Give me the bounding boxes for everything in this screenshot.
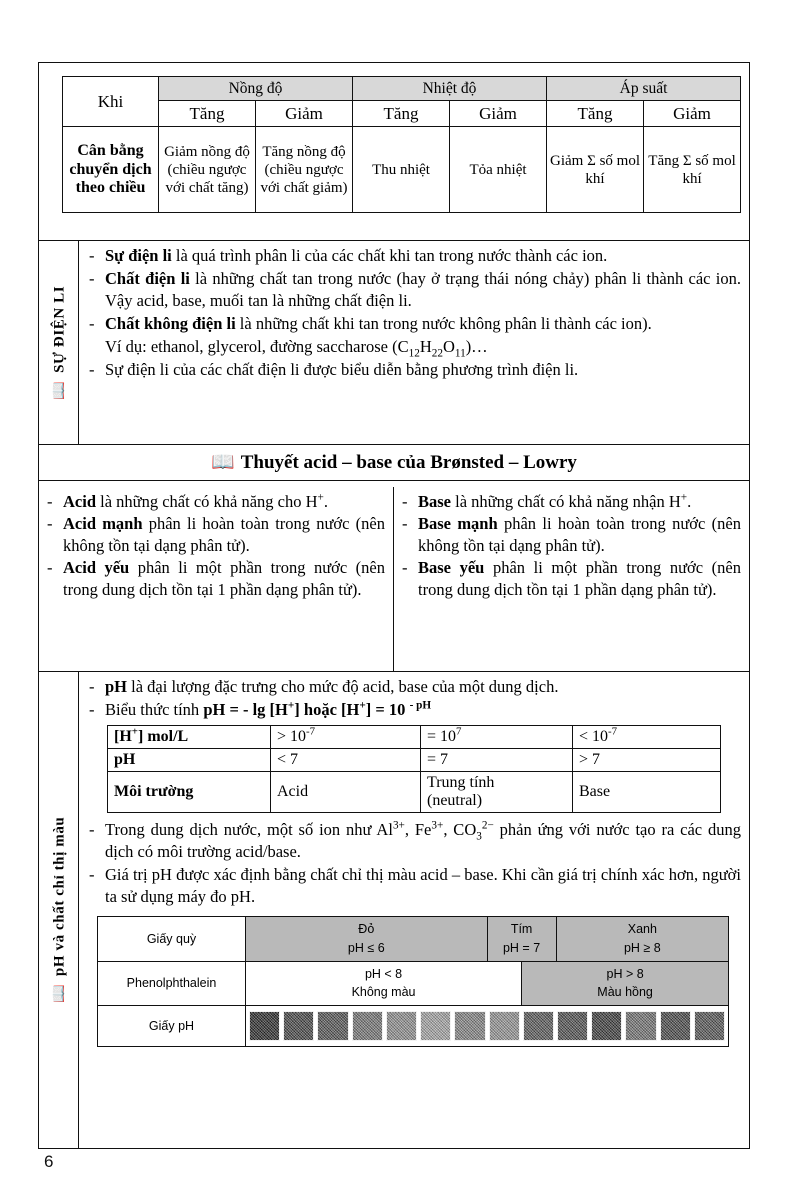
phph-colorless-cell — [246, 961, 522, 1006]
list-item — [85, 245, 741, 267]
item-text: phân li một phần trong nước (nên trong dung dịch tồn tại 1 phần dạng phân tử). — [418, 558, 741, 599]
ph-row-label-environment: Môi trường — [108, 771, 271, 813]
term-chat-dien-li: Chất điện li — [105, 268, 190, 288]
indicator-name-phenolphthalein: Phenolphthalein — [98, 961, 246, 1006]
book-icon: 📖 — [211, 452, 235, 473]
table-row-litmus — [98, 917, 729, 962]
table-row — [63, 127, 741, 213]
list-item-ph-formula — [85, 699, 741, 721]
equilibrium-corner-label: Khi — [63, 77, 159, 127]
list-item: - Base là những chất có khả năng nhận H+. — [398, 491, 741, 512]
formula-prefix: Biểu thức tính — [105, 699, 204, 719]
term-base-yeu: Base yếu — [418, 558, 485, 578]
list-item — [43, 557, 385, 600]
equilibrium-sub-header-0: Tăng — [159, 101, 256, 127]
list-item-indicator-note: - Giá trị pH được xác định bằng chất chỉ thị màu acid – base. Khi cần giá trị chính xác hơn, người ta sử dụng máy đo pH. — [85, 864, 741, 908]
equilibrium-cell-1: Tăng nồng độ (chiều ngược với chất giảm) — [256, 127, 353, 213]
list-item — [85, 268, 741, 312]
equilibrium-sub-header-2: Tăng — [353, 101, 450, 127]
acid-column — [39, 487, 394, 671]
litmus-purple-range: pH = 7 — [502, 940, 541, 955]
litmus-red-cell — [246, 917, 488, 962]
ph-row-label-ph: pH — [108, 748, 271, 771]
sup-plus: + — [680, 491, 688, 504]
litmus-red-range: pH ≤ 6 — [347, 940, 385, 955]
acid-list — [43, 491, 385, 600]
ph-cell-conc-base: < $10^{-7}$ — [573, 725, 721, 748]
item-text: là những chất khi tan trong nước không phân li thành các ion). — [235, 313, 652, 333]
table-row — [108, 748, 721, 771]
term-chat-khong-dien-li: Chất không điện li — [105, 313, 236, 333]
item-text: phân li một phần trong nước (nên trong dung dịch tồn tại 1 phần dạng phân tử). — [63, 558, 385, 599]
equilibrium-cell-2: Thu nhiệt — [353, 127, 450, 213]
sub-22: 22 — [431, 347, 443, 360]
ph-intro-list — [85, 676, 741, 721]
ph-paper-swatch — [591, 1011, 622, 1041]
list-item — [398, 557, 741, 600]
equilibrium-group-header-pressure: Áp suất — [547, 77, 741, 101]
list-item — [43, 513, 385, 556]
indicator-name-litmus: Giấy quỳ — [98, 917, 246, 962]
side-tab-label: pH và chất chỉ thị màu — [51, 816, 67, 977]
phph-pink-cell — [522, 961, 729, 1006]
list-item-example: Ví dụ: ethanol, glycerol, đường saccharose $(C_{12}H_{22}O_{11})\dots$ — [105, 336, 488, 360]
item-text: phân li hoàn toàn trong nước (nên không tồn tại dạng phân tử). — [63, 514, 385, 555]
table-row-ph-paper — [98, 1006, 729, 1047]
term-ph: pH — [105, 677, 128, 696]
equilibrium-table — [62, 76, 741, 213]
ph-cell-env-acid: Acid — [271, 771, 421, 813]
ph-paper-swatch — [523, 1011, 554, 1041]
table-row — [108, 771, 721, 813]
section-side-tab-su-dien-li — [39, 241, 79, 444]
indicator-table — [97, 916, 729, 1047]
ph-paper-swatch — [420, 1011, 451, 1041]
equilibrium-cell-3: Tỏa nhiệt — [450, 127, 547, 213]
ph-cell-conc-acid: > $10^{-7}$ — [271, 725, 421, 748]
sub-12: 12 — [408, 347, 420, 360]
equilibrium-cell-5: Tăng Σ số mol khí — [644, 127, 741, 213]
ph-paper-swatch — [625, 1011, 656, 1041]
book-icon: 📖 — [51, 380, 67, 400]
litmus-purple-color: Tím — [510, 922, 533, 937]
section-su-dien-li — [38, 240, 750, 445]
list-item-ph-definition: - pH là đại lượng đặc trưng cho mức độ acid, base của một dung dịch. — [85, 676, 741, 698]
litmus-blue-cell — [556, 917, 729, 962]
side-tab-content — [49, 285, 68, 399]
ph-notes-list — [85, 819, 741, 908]
equilibrium-cell-4: Giảm Σ số mol khí — [547, 127, 644, 213]
section-side-tab-ph — [39, 672, 79, 1148]
list-item — [398, 513, 741, 556]
bronsted-title: Thuyết acid – base của Brønsted – Lowry — [240, 452, 577, 473]
ph-cell-conc-neutral: = $10^7$ — [421, 725, 573, 748]
sub-11: 11 — [454, 347, 466, 360]
term-base-manh: Base mạnh — [418, 514, 498, 534]
equilibrium-cell-0: Giảm nồng độ (chiều ngược với chất tăng) — [159, 127, 256, 213]
ph-cell-ph-acid: < 7 — [271, 748, 421, 771]
indicator-name-ph-paper: Giấy pH — [98, 1006, 246, 1047]
term-acid: Acid — [63, 492, 96, 511]
item-text: là quá trình phân li của các chất khi tan trong nước thành các ion. — [171, 246, 608, 265]
ph-paper-swatch — [454, 1011, 485, 1041]
list-item-ion-hydrolysis: - Trong dung dịch nước, một số ion như $Al^{3+}$, $Fe^{3+}$, $CO_3^{2-}$ phản ứng với nước tạo ra các dung dịch có môi trường acid/base. — [85, 819, 741, 863]
litmus-red-color: Đỏ — [358, 922, 375, 937]
term-su-dien-li: Sự điện li — [105, 246, 172, 265]
ph-value-table — [107, 725, 721, 814]
ph-paper-swatch — [317, 1011, 348, 1041]
section-body-su-dien-li — [79, 241, 749, 444]
list-item: - Acid là những chất có khả năng cho H+. — [43, 491, 385, 512]
book-icon: 📖 — [51, 984, 67, 1004]
equilibrium-sub-header-1: Giảm — [256, 101, 353, 127]
ph-paper-swatch — [557, 1011, 588, 1041]
litmus-purple-cell — [487, 917, 556, 962]
bronsted-header-bar — [38, 445, 750, 481]
phph-colorless-color: Không màu — [351, 985, 416, 1000]
ph-cell-env-base: Base — [573, 771, 721, 813]
equilibrium-sub-header-3: Giảm — [450, 101, 547, 127]
ph-paper-swatch — [386, 1011, 417, 1041]
item-text: là những chất tan trong nước (hay ở trạng thái nóng chảy) phân li thành các ion. Vậy acid, base, muối tan là những chất điện li. — [105, 268, 741, 310]
list-item — [85, 359, 741, 381]
item-text: Sự điện li của các chất điện li được biểu diễn bằng phương trình điện li. — [105, 359, 579, 379]
phph-colorless-range: pH < 8 — [364, 966, 403, 981]
litmus-blue-color: Xanh — [627, 922, 657, 937]
indicator-table-container — [97, 916, 728, 1047]
ph-paper-swatch-row — [247, 1008, 727, 1044]
list-item — [85, 313, 741, 335]
section-body-ph — [79, 672, 749, 1148]
phph-pink-color: Màu hồng — [597, 985, 653, 1000]
table-row — [108, 725, 721, 748]
acid-base-two-columns — [38, 487, 750, 672]
table-row — [63, 77, 741, 101]
equilibrium-row-label: Cân bằng chuyển dịch theo chiều — [63, 127, 159, 213]
ph-row-label-concentration: [H+] mol/L — [108, 725, 271, 748]
base-column — [394, 487, 749, 671]
term-acid-yeu: Acid yếu — [63, 558, 130, 578]
ph-paper-swatch — [489, 1011, 520, 1041]
equilibrium-sub-header-4: Tăng — [547, 101, 644, 127]
ph-cell-ph-base: > 7 — [573, 748, 721, 771]
ph-paper-swatch-cell — [246, 1006, 729, 1047]
sup-plus: + — [317, 491, 324, 504]
ph-cell-env-neutral: Trung tính (neutral) — [421, 771, 573, 813]
ph-paper-swatch — [352, 1011, 383, 1041]
equilibrium-sub-header-5: Giảm — [644, 101, 741, 127]
ph-paper-swatch — [283, 1011, 314, 1041]
litmus-blue-range: pH ≥ 8 — [623, 940, 661, 955]
ph-paper-swatch — [249, 1011, 280, 1041]
su-dien-li-list — [85, 245, 741, 381]
ph-cell-ph-neutral: = 7 — [421, 748, 573, 771]
table-row — [63, 101, 741, 127]
phph-pink-range: pH > 8 — [606, 966, 644, 981]
page-number: 6 — [44, 1152, 54, 1171]
equilibrium-group-header-concentration: Nồng độ — [159, 77, 353, 101]
section-ph — [38, 672, 750, 1149]
equilibrium-group-header-temperature: Nhiệt độ — [353, 77, 547, 101]
ph-paper-swatch — [660, 1011, 691, 1041]
item-text: phân li hoàn toàn trong nước (nên không tồn tại dạng phân tử). — [418, 514, 741, 555]
term-acid-manh: Acid mạnh — [63, 514, 143, 534]
ph-paper-swatch — [694, 1011, 725, 1041]
side-tab-label: SỰ ĐIỆN LI — [51, 285, 67, 373]
ph-formula: pH = - lg [H+] hoặc [H+] = 10 $^{- pH}$ — [203, 699, 432, 719]
table-row-phenolphthalein — [98, 961, 729, 1006]
base-list — [398, 491, 741, 600]
side-tab-content — [49, 817, 68, 1004]
equilibrium-table-container — [62, 76, 740, 213]
term-base: Base — [418, 492, 451, 511]
